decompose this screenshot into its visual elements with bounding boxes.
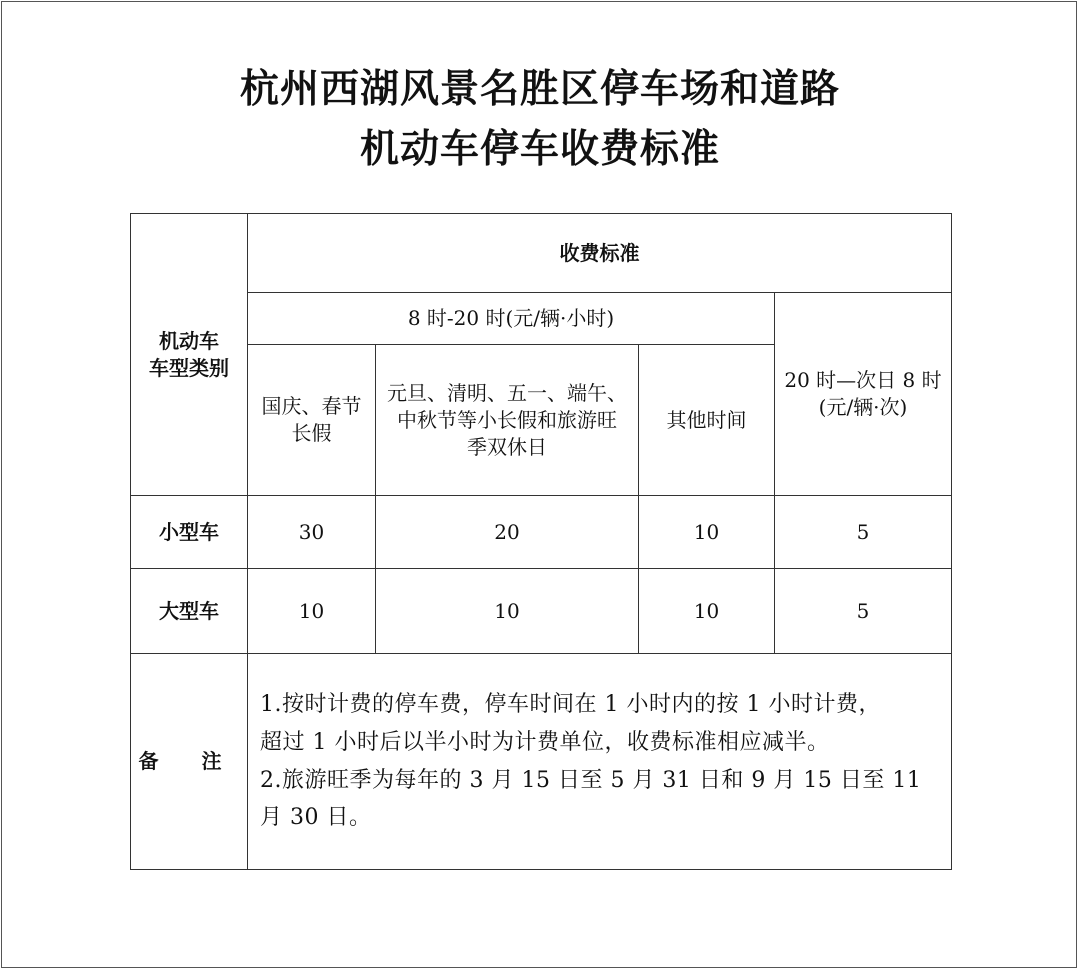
fee-cell: 20 xyxy=(376,496,639,569)
vehicle-type-small: 小型车 xyxy=(131,496,248,569)
night-header-line-2: (元/辆·次) xyxy=(818,395,908,419)
daytime-header: 8 时-20 时(元/辆·小时) xyxy=(248,293,775,345)
national-day-header-line-1: 国庆、春节 xyxy=(261,394,362,418)
fee-cell: 10 xyxy=(376,569,639,654)
header-row-2 xyxy=(131,293,952,345)
note-line: 1.按时计费的停车费，停车时间在 1 小时内的按 1 小时计费， xyxy=(260,691,881,717)
note-line: 2.旅游旺季为每年的 3 月 15 日至 5 月 31 日和 9 月 15 日至 11 xyxy=(260,767,922,793)
vehicle-type-header xyxy=(131,214,248,496)
other-time-column-header: 其他时间 xyxy=(639,345,775,496)
fee-standard-header: 收费标准 xyxy=(248,214,952,293)
document-title-line-2: 机动车停车收费标准 xyxy=(359,126,720,172)
fee-cell: 10 xyxy=(639,496,775,569)
notes-label: 备 注 xyxy=(131,654,248,870)
fee-cell: 30 xyxy=(248,496,376,569)
parking-fee-table xyxy=(130,213,952,870)
holidays-header-line-2: 中秋节等小长假和旅游旺 xyxy=(397,407,617,432)
vehicle-type-header-line-2: 车型类别 xyxy=(149,355,229,380)
holidays-header-line-3: 季双休日 xyxy=(467,434,547,459)
vehicle-type-header-line-1: 机动车 xyxy=(159,328,219,353)
fee-cell: 10 xyxy=(639,569,775,654)
notes-content xyxy=(248,654,952,870)
header-row-1 xyxy=(131,214,952,293)
table-row xyxy=(131,496,952,569)
night-header xyxy=(775,293,952,496)
holidays-header-line-1: 元旦、清明、五一、端午、 xyxy=(387,380,627,405)
fee-cell: 5 xyxy=(775,496,952,569)
national-day-column-header xyxy=(248,345,376,496)
national-day-header-line-2: 长假 xyxy=(291,421,332,445)
holidays-column-header xyxy=(376,345,639,496)
vehicle-type-large: 大型车 xyxy=(131,569,248,654)
note-line: 月 30 日。 xyxy=(260,805,372,831)
night-header-line-1: 20 时—次日 8 时 xyxy=(784,368,942,392)
notes-row xyxy=(131,654,952,870)
fee-cell: 5 xyxy=(775,569,952,654)
table-row xyxy=(131,569,952,654)
document-title-line-1: 杭州西湖风景名胜区停车场和道路 xyxy=(239,66,840,112)
fee-cell: 10 xyxy=(248,569,376,654)
note-line: 超过 1 小时后以半小时为计费单位，收费标准相应减半。 xyxy=(260,729,830,755)
